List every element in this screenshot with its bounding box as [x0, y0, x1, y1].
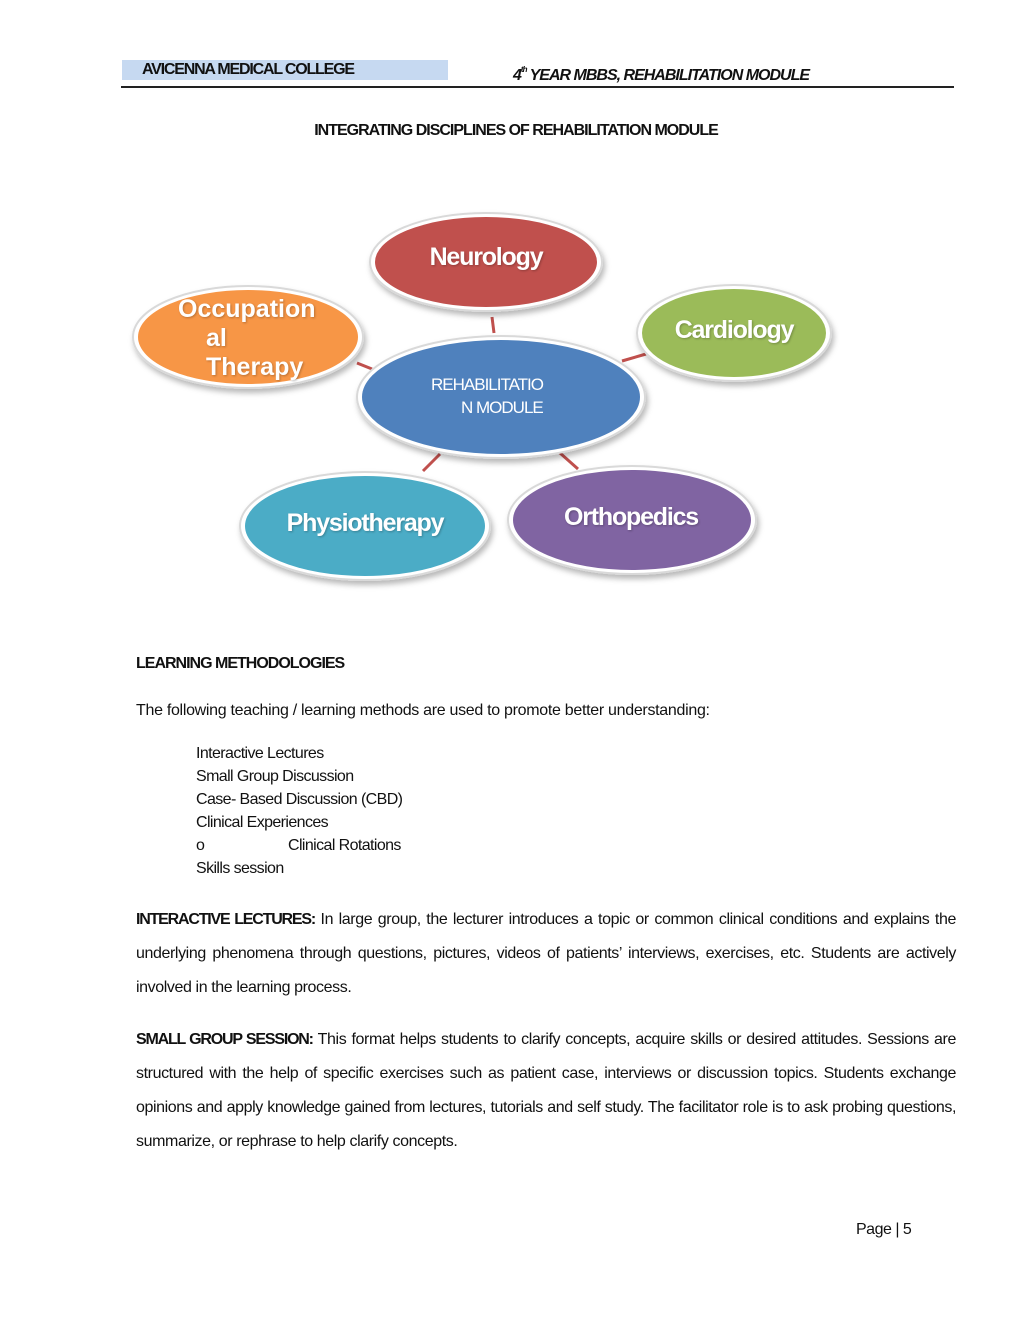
learning-intro: The following teaching / learning methods are used to promote better understanding: [136, 702, 710, 719]
node-occupational-therapy-label [140, 295, 370, 385]
header-year-superscript: th [520, 65, 527, 74]
sub-bullet-marker: o [196, 837, 205, 854]
node-cardiology-label: Cardiology [674, 316, 794, 344]
connector-physiotherapy [423, 454, 440, 471]
page-number: Page | 5 [856, 1221, 912, 1238]
occupational-line-3: Therapy [206, 353, 304, 381]
methods-list [196, 742, 402, 880]
paragraph-small-group [136, 1023, 956, 1159]
header-course-text: YEAR MBBS, REHABILITATION MODULE [526, 67, 810, 84]
paragraph-lead: SMALL GROUP SESSION: [136, 1031, 313, 1048]
center-line-1: REHABILITATIO [431, 375, 544, 394]
occupational-line-1: Occupation [178, 295, 316, 323]
list-item: Skills session [196, 860, 284, 877]
list-subitem [196, 834, 402, 857]
header-divider [121, 86, 954, 88]
paragraph-interactive-lectures [136, 903, 956, 1005]
paragraph-text: In large group, the lecturer introduces a topic or common clinical conditions and explains the underlying phenomena through questions, pictures, videos of patients’ interviews, exercises, etc. Students are actively involved in the learning process. [136, 911, 956, 996]
header-year-number: 4 [513, 67, 521, 84]
node-physiotherapy-label: Physiotherapy [286, 509, 444, 537]
connector-neurology [492, 317, 494, 333]
node-orthopedics-label: Orthopedics [563, 503, 699, 531]
sub-item-label: Clinical Rotations [288, 837, 401, 854]
node-neurology-label: Neurology [429, 243, 543, 271]
center-line-2: N MODULE [461, 398, 543, 417]
connector-orthopedics [560, 453, 578, 469]
paragraph-lead: INTERACTIVE LECTURES: [136, 911, 315, 928]
list-item: Clinical Experiences [196, 814, 329, 831]
page-title: INTEGRATING DISCIPLINES OF REHABILITATION MODULE [314, 122, 718, 139]
header-college: AVICENNA MEDICAL COLLEGE [122, 60, 448, 80]
list-item: Case- Based Discussion (CBD) [196, 791, 403, 808]
list-item: Small Group Discussion [196, 768, 354, 785]
header-course [513, 60, 809, 86]
list-item: Interactive Lectures [196, 745, 324, 762]
node-center-label [420, 373, 584, 419]
connector-cardiology [622, 354, 646, 361]
occupational-line-2: al [206, 324, 227, 352]
paragraph-text: This format helps students to clarify concepts, acquire skills or desired attitudes. Sessions are structured with the help of specific exercises such as patient case, interviews or discussion topics. Students exchange opinions and apply knowledge gained from lectures, tutorials and self study. The facilitator role is to ask probing questions, summarize, or rephrase to help clarify concepts. [136, 1031, 956, 1150]
section-heading-learning: LEARNING METHODOLOGIES [136, 655, 345, 672]
disciplines-diagram [120, 195, 860, 605]
